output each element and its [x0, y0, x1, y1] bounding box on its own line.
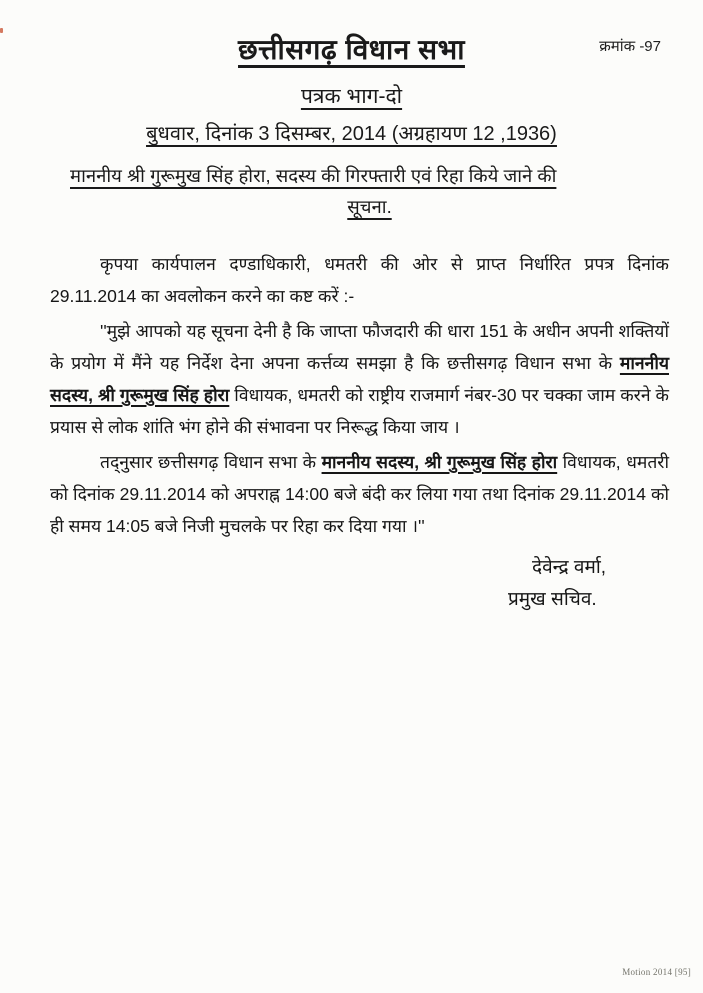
member-name-underlined: माननीय सदस्य, श्री गुरूमुख सिंह होरा [321, 452, 558, 472]
member-name-underlined: माननीय सदस्य, श्री गुरूमुख सिंह होरा [50, 353, 669, 405]
paragraph-1-text: कृपया कार्यपालन दण्डाधिकारी, धमतरी की ओर से प्राप्त निर्धारित प्रपत्र दिनांक 29.11.2014 का अवलोकन करने का कष्ट करें :- [50, 254, 669, 306]
date-line [0, 119, 703, 146]
signatory-name: देवेन्द्र वर्मा, [532, 557, 607, 578]
subject-line-1: माननीय श्री गुरूमुख सिंह होरा, सदस्य की गिरफ्तारी एवं रिहा किये जाने की [70, 165, 557, 186]
document-body [50, 248, 669, 542]
paragraph-2-post: विधायक, धमतरी को राष्ट्रीय राजमार्ग नंबर-30 पर चक्का जाम करने के प्रयास से लोक शांति भंग होने की संभावना पर निरूद्ध किया जाय । [50, 385, 669, 437]
subject-line-2 [70, 191, 669, 222]
signatory-designation: प्रमुख सचिव. [508, 589, 597, 610]
subject-line-2-text: सूचना. [347, 196, 392, 217]
paragraph-3 [50, 446, 669, 542]
signature-block [508, 552, 606, 616]
document-header [0, 0, 703, 146]
scan-artifact [0, 28, 3, 33]
paragraph-3-pre: तद्नुसार छत्तीसगढ़ विधान सभा के [100, 452, 322, 472]
footer-reference: Motion 2014 [95] [622, 967, 691, 977]
paragraph-3-post: विधायक, धमतरी को दिनांक 29.11.2014 को अपराह्न 14:00 बजे बंदी कर लिया गया तथा दिनांक 29.11.2014 को ही समय 14:05 बजे निजी मुचलके पर रिहा कर दिया गया ।'' [50, 452, 669, 536]
paragraph-2-pre: ''मुझे आपको यह सूचना देनी है कि जाप्ता फौजदारी की धारा 151 के अधीन अपनी शक्तियों के प्रयोग में मैंने यह निर्देश देना अपना कर्त्तव्य समझा है कि छत्तीसगढ़ विधान सभा के [50, 321, 669, 373]
document-title: छत्तीसगढ़ विधान सभा [238, 34, 465, 65]
subject-heading [70, 160, 669, 222]
serial-number: क्रमांक -97 [599, 38, 661, 55]
document-subtitle-text: पत्रक भाग-दो [300, 85, 403, 108]
paragraph-1 [50, 248, 669, 312]
document-subtitle [0, 82, 703, 110]
paragraph-2 [50, 315, 669, 443]
date-line-text: बुधवार, दिनांक 3 दिसम्बर, 2014 (अग्रहायण 12 ,1936) [146, 123, 557, 145]
